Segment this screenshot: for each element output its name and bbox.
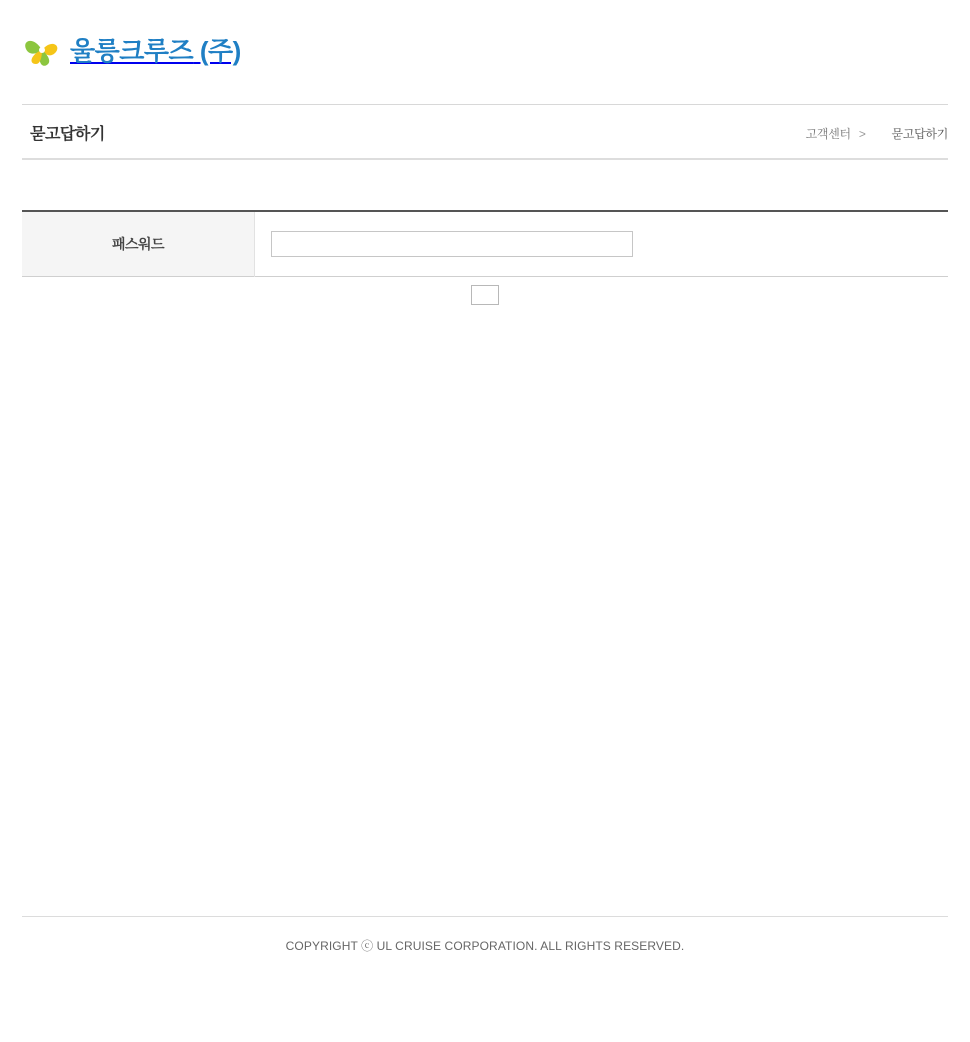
logo-wordmark — [70, 38, 241, 64]
password-input[interactable] — [271, 231, 633, 257]
page-title: 묻고답하기 — [30, 126, 105, 143]
password-label: 패스워드 — [22, 211, 255, 277]
site-header — [0, 0, 970, 104]
page-titlebar — [22, 104, 948, 160]
submit-row — [22, 285, 948, 309]
logo-wordmark-main: 울릉크루즈 — [70, 36, 194, 66]
password-form-table — [22, 210, 948, 277]
submit-button[interactable] — [471, 285, 499, 305]
logo-wordmark-sub: (주) — [193, 36, 241, 66]
breadcrumb-parent[interactable]: 고객센터 — [805, 127, 851, 141]
site-logo[interactable] — [22, 30, 241, 72]
site-footer — [22, 916, 948, 954]
breadcrumb — [806, 125, 948, 142]
pinwheel-flower-logo-icon — [22, 30, 62, 72]
password-field-cell — [255, 211, 949, 277]
breadcrumb-separator-icon: > — [858, 126, 866, 141]
content-spacer — [22, 160, 948, 210]
main-content — [22, 160, 948, 309]
table-row — [22, 211, 948, 277]
breadcrumb-current: 묻고답하기 — [891, 127, 948, 141]
copyright-text: COPYRIGHT ⓒ UL CRUISE CORPORATION. ALL RIGHTS RESERVED. — [285, 939, 685, 953]
